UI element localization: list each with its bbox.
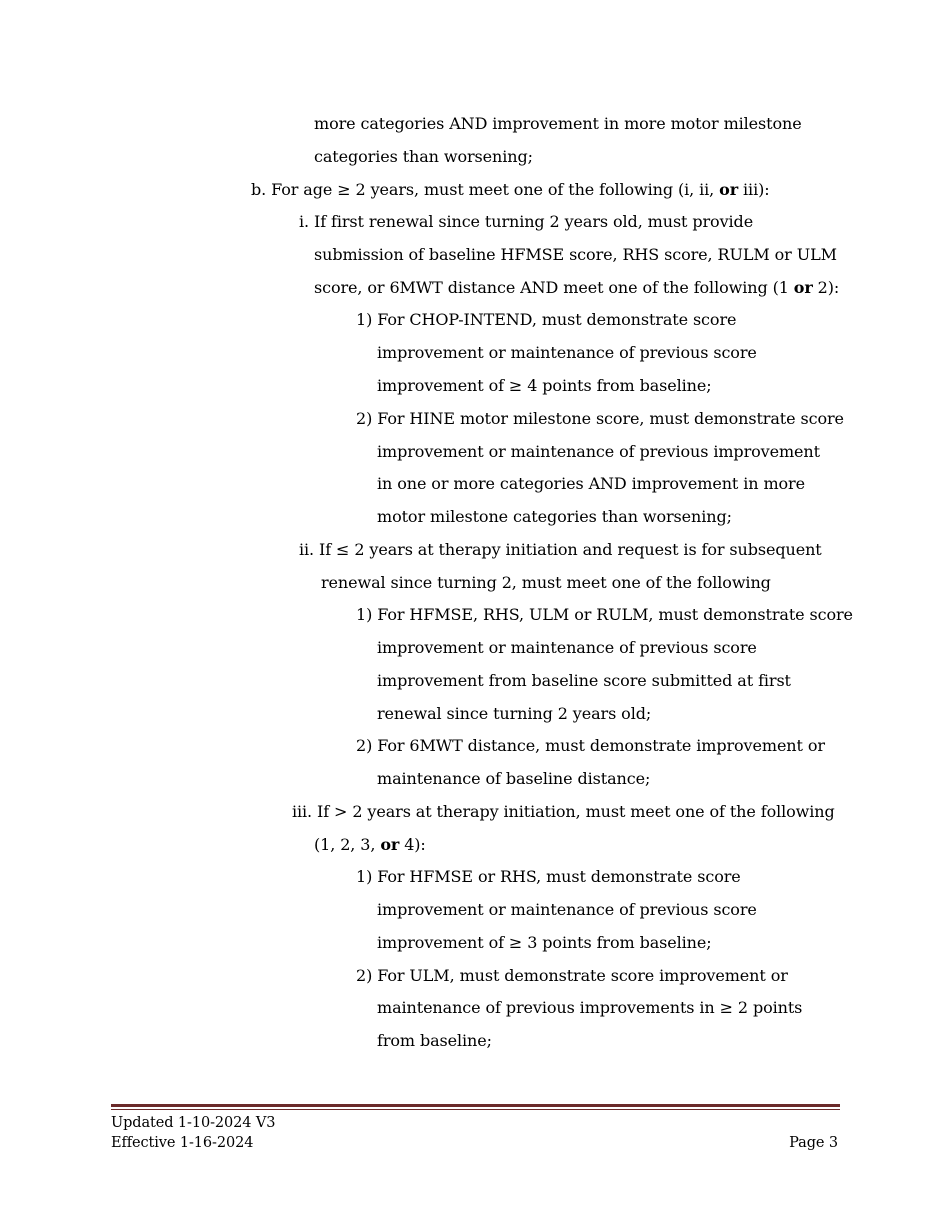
text-line: improvement of ≥ 3 points from baseline; xyxy=(377,933,712,952)
text-line: ii. If ≤ 2 years at therapy initiation and request is for subsequent xyxy=(299,540,822,559)
footer-rule-thin xyxy=(111,1109,840,1110)
text-line: renewal since turning 2 years old; xyxy=(377,704,652,723)
text-line: improvement or maintenance of previous score xyxy=(377,900,757,919)
text-line: iii. If > 2 years at therapy initiation, must meet one of the following xyxy=(292,802,835,821)
text-line: submission of baseline HFMSE score, RHS score, RULM or ULM xyxy=(314,245,837,264)
text-line: 2) For 6MWT distance, must demonstrate improvement or xyxy=(356,736,825,755)
text-line: improvement of ≥ 4 points from baseline; xyxy=(377,376,712,395)
text-line: maintenance of previous improvements in ≥ 2 points xyxy=(377,998,803,1017)
text-line: b. For age ≥ 2 years, must meet one of the following (i, ii, or iii): xyxy=(251,180,770,199)
text-line: renewal since turning 2, must meet one of the following xyxy=(321,573,771,592)
footer-page-number: Page 3 xyxy=(789,1135,838,1151)
text-line: i. If first renewal since turning 2 years old, must provide xyxy=(299,212,754,231)
text-line: 1) For HFMSE, RHS, ULM or RULM, must demonstrate score xyxy=(356,605,853,624)
text-line: improvement or maintenance of previous score xyxy=(377,343,757,362)
text-line: 2) For ULM, must demonstrate score improvement or xyxy=(356,966,788,985)
text-line: 2) For HINE motor milestone score, must demonstrate score xyxy=(356,409,844,428)
footer-rule-thick xyxy=(111,1104,840,1107)
text-line: improvement from baseline score submitted at first xyxy=(377,671,791,690)
text-line: 1) For HFMSE or RHS, must demonstrate score xyxy=(356,867,741,886)
footer-effective: Effective 1-16-2024 xyxy=(111,1135,254,1151)
text-line: score, or 6MWT distance AND meet one of the following (1 or 2): xyxy=(314,278,840,297)
text-line: from baseline; xyxy=(377,1031,492,1050)
text-line: in one or more categories AND improvement in more xyxy=(377,474,805,493)
footer-updated: Updated 1-10-2024 V3 xyxy=(111,1115,276,1131)
text-line: improvement or maintenance of previous score xyxy=(377,638,757,657)
text-line: maintenance of baseline distance; xyxy=(377,769,651,788)
text-line: 1) For CHOP-INTEND, must demonstrate score xyxy=(356,310,737,329)
text-line: more categories AND improvement in more motor milestone xyxy=(314,114,802,133)
text-line: categories than worsening; xyxy=(314,147,533,166)
text-line: improvement or maintenance of previous improvement xyxy=(377,442,820,461)
text-line: motor milestone categories than worsening; xyxy=(377,507,732,526)
text-line: (1, 2, 3, or 4): xyxy=(314,835,426,854)
